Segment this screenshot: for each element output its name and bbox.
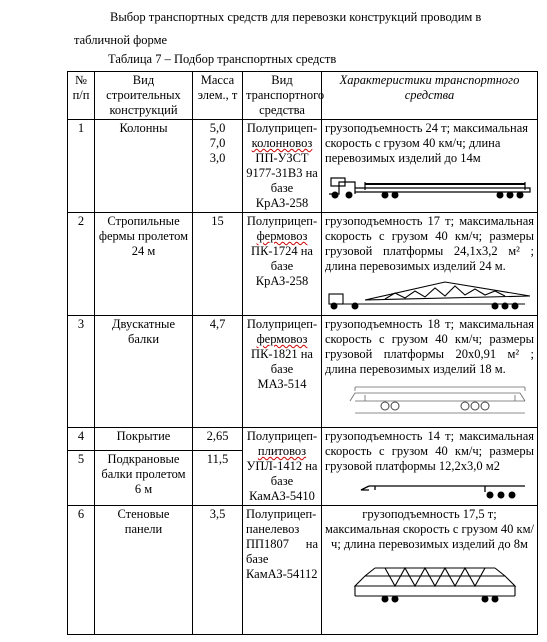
cell-num: 3 [68, 316, 95, 428]
table-caption: Таблица 7 – Подбор транспортных средств [108, 52, 337, 66]
cell-chars [322, 316, 538, 428]
cell-vehicle [243, 120, 322, 213]
cell-vehicle: Полуприцеп-панелевоз ПП1807 на базе КамАЗ-54112 [243, 506, 322, 635]
vehicle-text-a: Полуприцеп- [246, 121, 318, 135]
intro-paragraph: Выбор транспортных средств для перевозки конструкций проводим в табличной форме [74, 10, 482, 47]
cell-num: 1 [68, 120, 95, 213]
table-header-row [68, 72, 538, 120]
vehicle-text-c: ПП-УЗСТ 9177-31В3 на базе КрАЗ-258 [246, 151, 318, 210]
cell-type: Стропильные фермы пролетом 24 м [95, 213, 193, 316]
cell-mass: 5,0 7,0 3,0 [193, 120, 243, 213]
cell-chars [322, 213, 538, 316]
cell-vehicle [243, 316, 322, 428]
header-vehicle: Вид транспортного средства [243, 72, 322, 120]
chars-text: грузоподъемность 17,5 т; максимальная скорость с грузом 40 км/ч; длина перевозимых изделий до 8м [325, 507, 534, 551]
cell-type: Подкрановые балки пролетом 6 м [95, 450, 193, 505]
cell-chars [322, 506, 538, 635]
cell-mass: 3,5 [193, 506, 243, 635]
cell-mass: 15 [193, 213, 243, 316]
cell-type: Стеновые панели [95, 506, 193, 635]
vehicle-text-b: плитовоз [257, 444, 307, 458]
header-chars: Характеристики транспортного средства [322, 72, 538, 120]
cell-vehicle [243, 213, 322, 316]
flatbed-trailer-image [325, 478, 533, 502]
cell-type: Покрытие [95, 428, 193, 451]
vehicle-table [67, 71, 538, 635]
chars-text: грузоподъемность 17 т; максимальная скорость с грузом 40 км/ч; размеры грузовой платформы 24,1х3,2 м² ; длина перевозимых изделий 24 м. [325, 214, 534, 273]
cell-num: 5 [68, 450, 95, 505]
header-type: Вид строительных конструкций [95, 72, 193, 120]
chars-text: грузоподъемность 24 т; максимальная скорость с грузом 40 км/ч; длина перевозимых изделий до 14м [325, 121, 528, 165]
cell-num: 2 [68, 213, 95, 316]
table-row [68, 316, 538, 428]
table-row [68, 120, 538, 213]
cell-num: 6 [68, 506, 95, 635]
vehicle-text-a: Полуприцеп- [246, 214, 318, 228]
cell-type: Двускатные балки [95, 316, 193, 428]
trailer-drawing-image [325, 381, 533, 421]
vehicle-text-b: фермовоз [256, 229, 308, 243]
header-num: № п/п [68, 72, 95, 120]
vehicle-text-c: УПЛ-1412 на базе КамАЗ-5410 [246, 459, 318, 503]
table-row [68, 213, 538, 316]
vehicle-text-c: ПК-1724 на базе КрАЗ-258 [251, 244, 313, 288]
cell-mass: 2,65 [193, 428, 243, 451]
cell-vehicle [243, 428, 322, 506]
vehicle-text-b: колонновоз [251, 136, 313, 150]
table-row [68, 506, 538, 635]
cell-mass: 11,5 [193, 450, 243, 505]
chars-text: грузоподъемность 14 т; максимальная скорость с грузом 40 км/ч; размеры грузовой платформы 12,2х3,0 м2 [325, 429, 534, 473]
chars-text: грузоподъемность 18 т; максимальная скорость с грузом 40 км/ч; размеры грузовой платформы 20х0,91 м² ; длина перевозимых изделий 18 м. [325, 317, 534, 376]
truck-with-column-trailer-image [325, 170, 533, 200]
cell-mass: 4,7 [193, 316, 243, 428]
cell-num: 4 [68, 428, 95, 451]
vehicle-text-a: Полуприцеп- [246, 317, 318, 331]
cell-chars [322, 120, 538, 213]
table-row [68, 428, 538, 451]
vehicle-text-c: ПК-1821 на базе МАЗ-514 [251, 347, 313, 391]
cell-type: Колонны [95, 120, 193, 213]
vehicle-text-a: Полуприцеп- [246, 429, 318, 443]
truck-with-truss-trailer-image [325, 278, 533, 312]
cell-chars [322, 428, 538, 506]
header-mass: Масса элем., т [193, 72, 243, 120]
vehicle-text-b: фермовоз [256, 332, 308, 346]
panel-carrier-frame-image [325, 556, 533, 604]
